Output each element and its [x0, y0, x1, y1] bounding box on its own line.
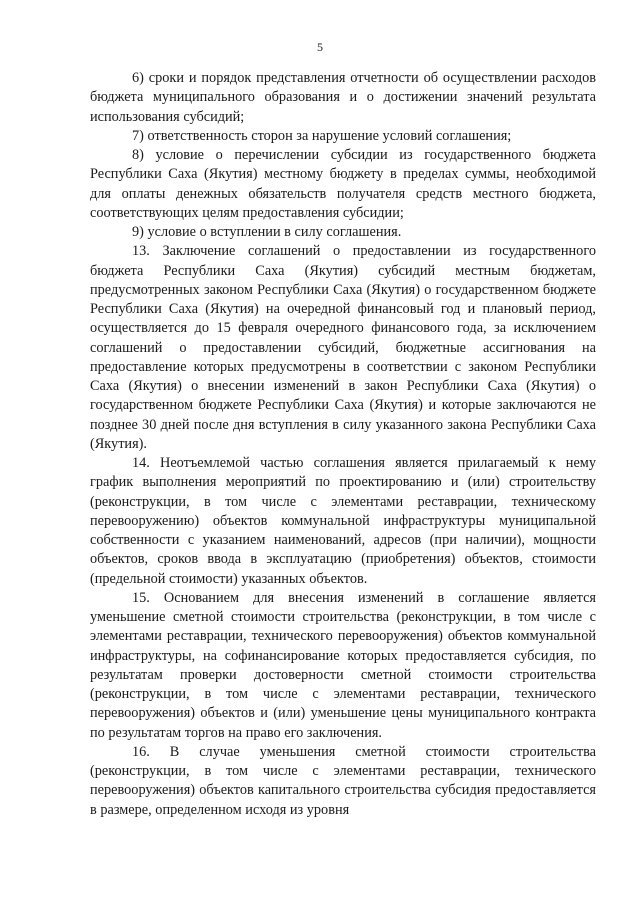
- document-body: [90, 69, 596, 820]
- paragraph-item-8: 8) условие о перечислении субсидии из государственного бюджета Республики Саха (Якутия) местному бюджету в пределах суммы, необходимой для оплаты денежных обязательств получателя средств местного бюджета, соответствующих целям предоставления субсидии;: [90, 147, 596, 221]
- paragraph-clause-13: 13. Заключение соглашений о предоставлении из государственного бюджета Республики Саха (Якутия) субсидий местным бюджетам, предусмотренных законом Республики Саха (Якутия) о государственном бюджете Республики Саха (Якутия) на очередной финансовый год и плановый период, осуществляется до 15 февраля очередного финансового года, за исключением соглашений о предоставлении субсидий, бюджетные ассигнования на предоставление которых предусмотрены в соответствии с законом Республики Саха (Якутия) о внесении изменений в закон Республики Саха (Якутия) о государственном бюджете Республики Саха (Якутия) и которые заключаются не позднее 30 дней после дня вступления в силу указанного закона Республики Саха (Якутия).: [90, 243, 596, 452]
- paragraph-clause-16: 16. В случае уменьшения сметной стоимости строительства (реконструкции, в том числе с элементами реставрации, технического перевооружения) объектов капитального строительства субсидия предоставляется в размере, определенном исходя из уровня: [90, 743, 596, 818]
- paragraph-clause-14: 14. Неотъемлемой частью соглашения является прилагаемый к нему график выполнения мероприятий по проектированию и (или) строительству (реконструкции, в том числе с элементами реставрации, техническому перевооружению) объектов коммунальной инфраструктуры муниципальной собственности с указанием наименований, адресов (при наличии), мощности объектов, сроков ввода в эксплуатацию (приобретения) объектов, стоимости (предельной стоимости) указанных объектов.: [90, 455, 596, 587]
- paragraph-item-7: 7) ответственность сторон за нарушение условий соглашения;: [132, 127, 512, 144]
- paragraph-item-9: 9) условие о вступлении в силу соглашения.: [132, 224, 402, 240]
- paragraph-item-6: 6) сроки и порядок представления отчетности об осуществлении расходов бюджета муниципального образования и о достижении значений результата использования субсидий;: [90, 70, 596, 125]
- page-number: 5: [317, 40, 323, 54]
- paragraph-clause-15: 15. Основанием для внесения изменений в соглашение является уменьшение сметной стоимости строительства (реконструкции, в том числе с элементами реставрации, технического перевооружения) объектов коммунальной инфраструктуры, на софинансирование которых предоставляется субсидия, по результатам проверки достоверности сметной стоимости строительства (реконструкции, в том числе с элементами реставрации, технического перевооружения) объектов и (или) уменьшение цены муниципального контракта по результатам торгов на право его заключения.: [90, 589, 596, 741]
